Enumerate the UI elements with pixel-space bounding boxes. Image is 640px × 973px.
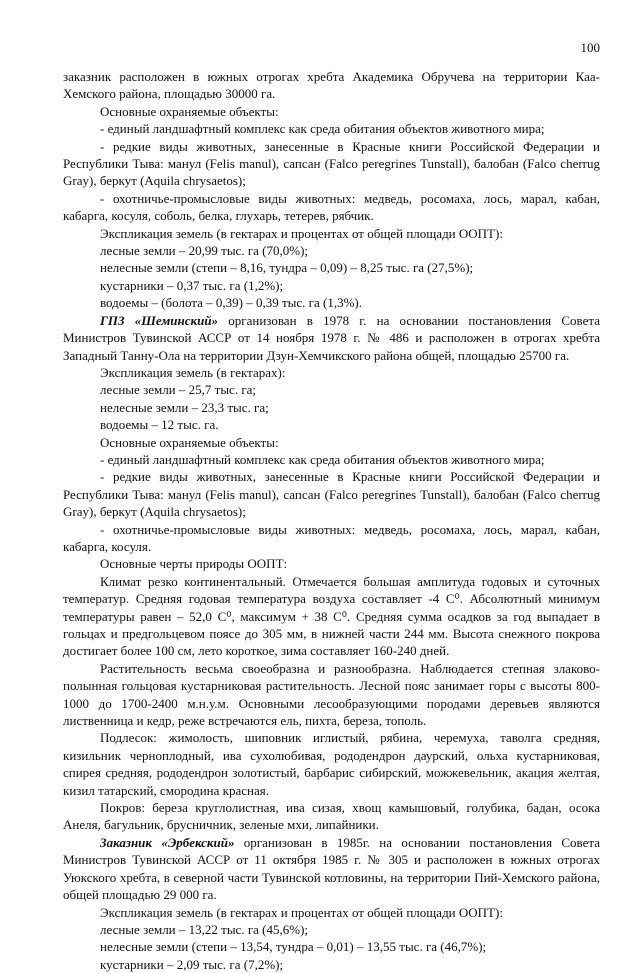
list-item: - редкие виды животных, занесенные в Красные книги Российской Федерации и Республики Тыва: манул (Felis manul), сапсан (Falco peregrines Tunstall), балобан (Falco cherrug Gray), беркут (Aquila chrysaetos); (63, 469, 600, 520)
document-body (63, 68, 600, 973)
paragraph: Экспликация земель (в гектарах): (100, 364, 286, 380)
list-item: нелесные земли – 23,3 тыс. га; (100, 399, 269, 415)
list-item: нелесные земли (степи – 13,54, тундра – 0,01) – 13,55 тыс. га (46,7%); (100, 939, 487, 955)
paragraph (63, 312, 600, 364)
list-item: - единый ландшафтный комплекс как среда обитания объектов животного мира; (100, 121, 545, 137)
list-item: нелесные земли (степи – 8,16, тундра – 0,09) – 8,25 тыс. га (27,5%); (100, 260, 474, 276)
paragraph: Растительность весьма своеобразна и разнообразна. Наблюдается степная злаково-полынная гольцовая кустарниковая растительность. Лесной пояс занимает горы с высоты 800-1000 до 1700-2400 м.н.у.м. Основными лесообразующими породами деревьев являются лиственница и кедр, реже встречаются ель, пихта, береза, тополь. (63, 660, 600, 729)
list-item: кустарники – 0,37 тыс. га (1,2%); (100, 277, 284, 293)
paragraph: заказник расположен в южных отрогах хребта Академика Обручева на территории Каа-Хемского района, площадью 30000 га. (63, 69, 600, 102)
paragraph: Климат резко континентальный. Отмечается большая амплитуда годовых и суточных температур. Средняя годовая температура воздуха составляет -4 С⁰. Абсолютный минимум температуры равен – 52,0 С⁰, максимум + 38 С⁰. Средняя сумма осадков за год выпадает в гольцах и предгольцевом поясе до 305 мм, в нижней части 244 мм. Высота снежного покрова достигает более 100 см, лето короткое, зима составляет 160-240 дней. (63, 573, 600, 659)
list-item: лесные земли – 20,99 тыс. га (70,0%); (100, 243, 309, 259)
paragraph: Подлесок: жимолость, шиповник иглистый, рябина, черемуха, таволга средняя, кизильник черноплодный, ива сухолюбивая, рододендрон даурский, ольха кустарниковая, спирея средняя, рододендрон золотистый, барбарис сибирский, можжевельник, акация желтая, кизил татарский, смородина красная. (63, 730, 600, 798)
list-item: лесные земли – 25,7 тыс. га; (100, 382, 257, 398)
list-item: кустарники – 2,09 тыс. га (7,2%); (100, 956, 284, 972)
page-number: 100 (580, 40, 600, 55)
paragraph (63, 834, 600, 904)
list-item: водоемы – 12 тыс. га. (100, 417, 219, 433)
paragraph: Покров: береза круглолистная, ива сизая, хвощ камышовый, голубика, бадан, осока Анеля, багульник, брусничник, зеленые мхи, липайники. (63, 800, 600, 833)
section-title: ГПЗ «Шеминский» (100, 312, 219, 328)
list-item: лесные земли – 13,22 тыс. га (45,6%); (100, 921, 309, 937)
paragraph: Основные охраняемые объекты: (100, 434, 279, 450)
list-item: - редкие виды животных, занесенные в Красные книги Российской Федерации и Республики Тыва: манул (Felis manul), сапсан (Falco peregrines Tunstall), балобан (Falco cherrug Gray), беркут (Aquila chrysaetos); (63, 138, 600, 189)
paragraph: Экспликация земель (в гектарах и процентах от общей площади ООПТ): (100, 225, 503, 241)
paragraph-text: организован в 1978 г. на основании постановления Совета Министров Тувинской АССР от 14 ноября 1978 г. № 486 и расположен в отрогах хребта Западный Танну-Ола на территории Дзун-Хемчикского района общей, площадью 25700 га. (63, 312, 600, 363)
paragraph: Экспликация земель (в гектарах и процентах от общей площади ООПТ): (100, 904, 503, 920)
section-title: Заказник «Эрбекский» (100, 834, 235, 850)
paragraph-text: организован в 1985г. на основании постановления Совета Министров Тувинской АССР от 11 октября 1985 г. № 305 и расположен в южных отрогах Уюкского хребта, в северной части Тувинской котловины, на территории Пий-Хемского района, общей площадью 29 000 га. (63, 834, 600, 903)
list-item: водоемы – (болота – 0,39) – 0,39 тыс. га (1,3%). (100, 295, 362, 311)
paragraph: Основные охраняемые объекты: (100, 103, 279, 119)
list-item: - охотничье-промысловые виды животных: медведь, росомаха, лось, марал, кабан, кабарга, косуля. (63, 521, 600, 554)
paragraph: Основные черты природы ООПТ: (100, 556, 288, 572)
list-item: - охотничье-промысловые виды животных: медведь, росомаха, лось, марал, кабан, кабарга, косуля, соболь, белка, глухарь, тетерев, рябчик. (63, 190, 600, 224)
list-item: - единый ландшафтный комплекс как среда обитания объектов животного мира; (100, 451, 545, 467)
